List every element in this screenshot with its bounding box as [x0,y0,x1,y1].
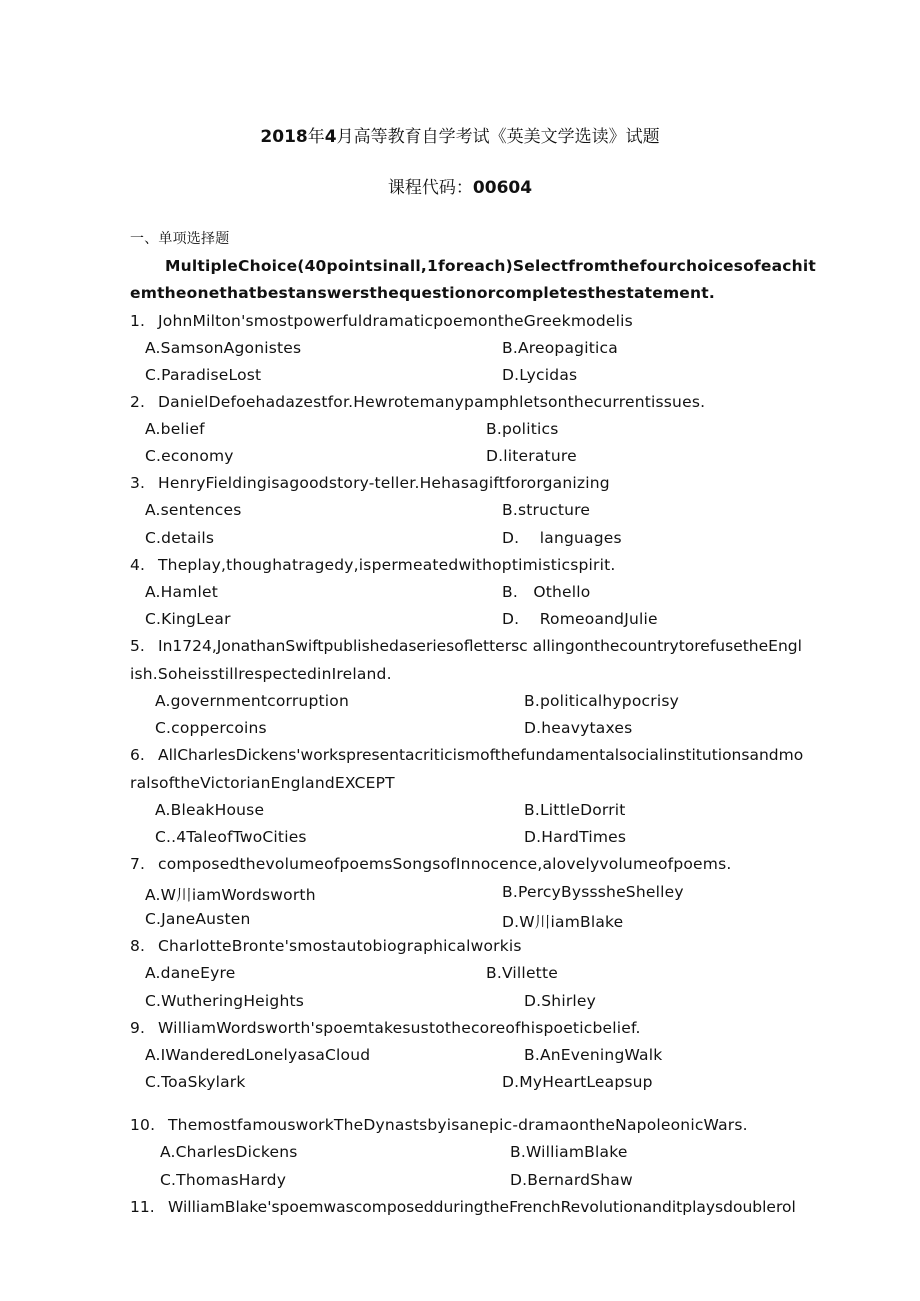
q8-option-d: D.Shirley [524,992,597,1010]
q2-option-d: D.literature [486,447,577,465]
q10-option-d: D.BernardShaw [510,1171,633,1189]
question-text: JohnMilton'smostpowerfuldramaticpoemontheGreekmodelis [158,312,633,330]
q1-option-c: C.ParadiseLost [145,366,262,384]
q4-option-d: D. RomeoandJulie [502,610,658,628]
title-month: 4 [324,127,337,147]
question-5-cont: ish.SoheisstillrespectedinIreland. [130,665,392,683]
q1-option-d: D.Lycidas [502,366,578,384]
question-number: 9. [130,1019,146,1037]
question-number: 11. [130,1198,155,1216]
question-7 [130,855,731,873]
q8-option-b: B.Villette [486,964,558,982]
question-number: 8. [130,937,146,955]
title-year: 2018 [260,127,308,147]
title-part2: 月高等教育自学考试《英美文学选读》试题 [336,127,660,147]
question-10 [130,1116,748,1134]
q7-option-c: C.JaneAusten [145,910,251,928]
q3-option-a: A.sentences [145,501,242,519]
q3-option-c: C.details [145,529,215,547]
q10-option-a: A.CharlesDickens [160,1143,298,1161]
section-instruction-line2: emtheonethatbestanswersthequestionorcompletesthestatement. [130,284,715,302]
question-1 [130,312,633,330]
question-text: DanielDefoehadazestfor.Hewrotemanypamphletsonthecurrentissues. [158,393,706,411]
question-text: ThemostfamousworkTheDynastsbyisanepic-dramaontheNapoleonicWars. [168,1116,748,1134]
course-code-value: 00604 [472,178,533,198]
question-text: HenryFieldingisagoodstory-teller.Hehasagiftfororganizing [158,474,610,492]
q6-option-c: C..4TaleofTwoCities [155,828,307,846]
q6-option-a: A.BleakHouse [155,801,265,819]
question-text: composedthevolumeofpoemsSongsofInnocence,alovelyvolumeofpoems. [158,855,732,873]
q9-option-b: B.AnEveningWalk [524,1046,663,1064]
q5-option-d: D.heavytaxes [524,719,633,737]
q5-option-c: C.coppercoins [155,719,267,737]
q9-option-d: D.MyHeartLeapsup [502,1073,653,1091]
q7-option-d: D.W川iamBlake [502,913,624,931]
question-number: 6. [130,746,145,764]
q8-option-c: C.WutheringHeights [145,992,305,1010]
q2-option-a: A.belief [145,420,205,438]
title-part1: 年 [307,127,325,147]
q7-option-b: B.PercyBysssheShelley [502,883,684,901]
section-instruction-line1: MultipleChoice(40pointsinall,1foreach)Selectfromthefourchoicesofeachit [165,257,817,275]
question-number: 1. [130,312,146,330]
q8-option-a: A.daneEyre [145,964,236,982]
q6-option-b: B.LittleDorrit [524,801,626,819]
q10-option-c: C.ThomasHardy [160,1171,287,1189]
q5-option-a: A.governmentcorruption [155,692,349,710]
question-number: 5. [130,637,145,655]
course-code-label: 课程代码： [387,178,473,198]
question-text: In1724,JonathanSwiftpublishedaseriesoflettersc allingonthecountrytorefusetheEngl [158,637,802,655]
q9-option-a: A.IWanderedLonelyasaCloud [145,1046,371,1064]
question-9 [130,1019,641,1037]
question-4 [130,556,616,574]
q4-option-c: C.KingLear [145,610,231,628]
q9-option-c: C.ToaSkylark [145,1073,246,1091]
question-5 [130,637,802,655]
question-3 [130,474,610,492]
question-text: AllCharlesDickens'workspresentacriticismofthefundamentalsocialinstitutionsandmo [158,746,804,764]
question-number: 10. [130,1116,156,1134]
question-number: 3. [130,474,146,492]
q10-option-b: B.WilliamBlake [510,1143,628,1161]
q5-option-b: B.politicalhypocrisy [524,692,679,710]
q2-option-c: C.economy [145,447,234,465]
q7-option-a: A.W川iamWordsworth [145,886,316,904]
q2-option-b: B.politics [486,420,559,438]
q4-option-a: A.Hamlet [145,583,219,601]
question-6-cont: ralsoftheVictorianEnglandEXCEPT [130,774,395,792]
question-number: 2. [130,393,146,411]
question-8 [130,937,522,955]
question-text: Theplay,thoughatragedy,ispermeatedwithoptimisticspirit. [158,556,616,574]
section-heading: 一、单项选择题 [130,231,230,247]
question-11 [130,1198,796,1216]
question-text: WilliamWordsworth'spoemtakesustothecoreofhispoeticbelief. [158,1019,641,1037]
q1-option-a: A.SamsonAgonistes [145,339,302,357]
q4-option-b: B. Othello [502,583,591,601]
q3-option-b: B.structure [502,501,591,519]
question-text: WilliamBlake'spoemwascomposedduringtheFrenchRevolutionanditplaysdoublerol [168,1198,796,1216]
q3-option-d: D. languages [502,529,622,547]
question-6 [130,746,803,764]
question-text: CharlotteBronte'smostautobiographicalworkis [158,937,522,955]
question-number: 7. [130,855,146,873]
course-code [0,173,920,198]
exam-title [0,122,920,147]
question-2 [130,393,705,411]
question-number: 4. [130,556,146,574]
q6-option-d: D.HardTimes [524,828,627,846]
q1-option-b: B.Areopagitica [502,339,618,357]
